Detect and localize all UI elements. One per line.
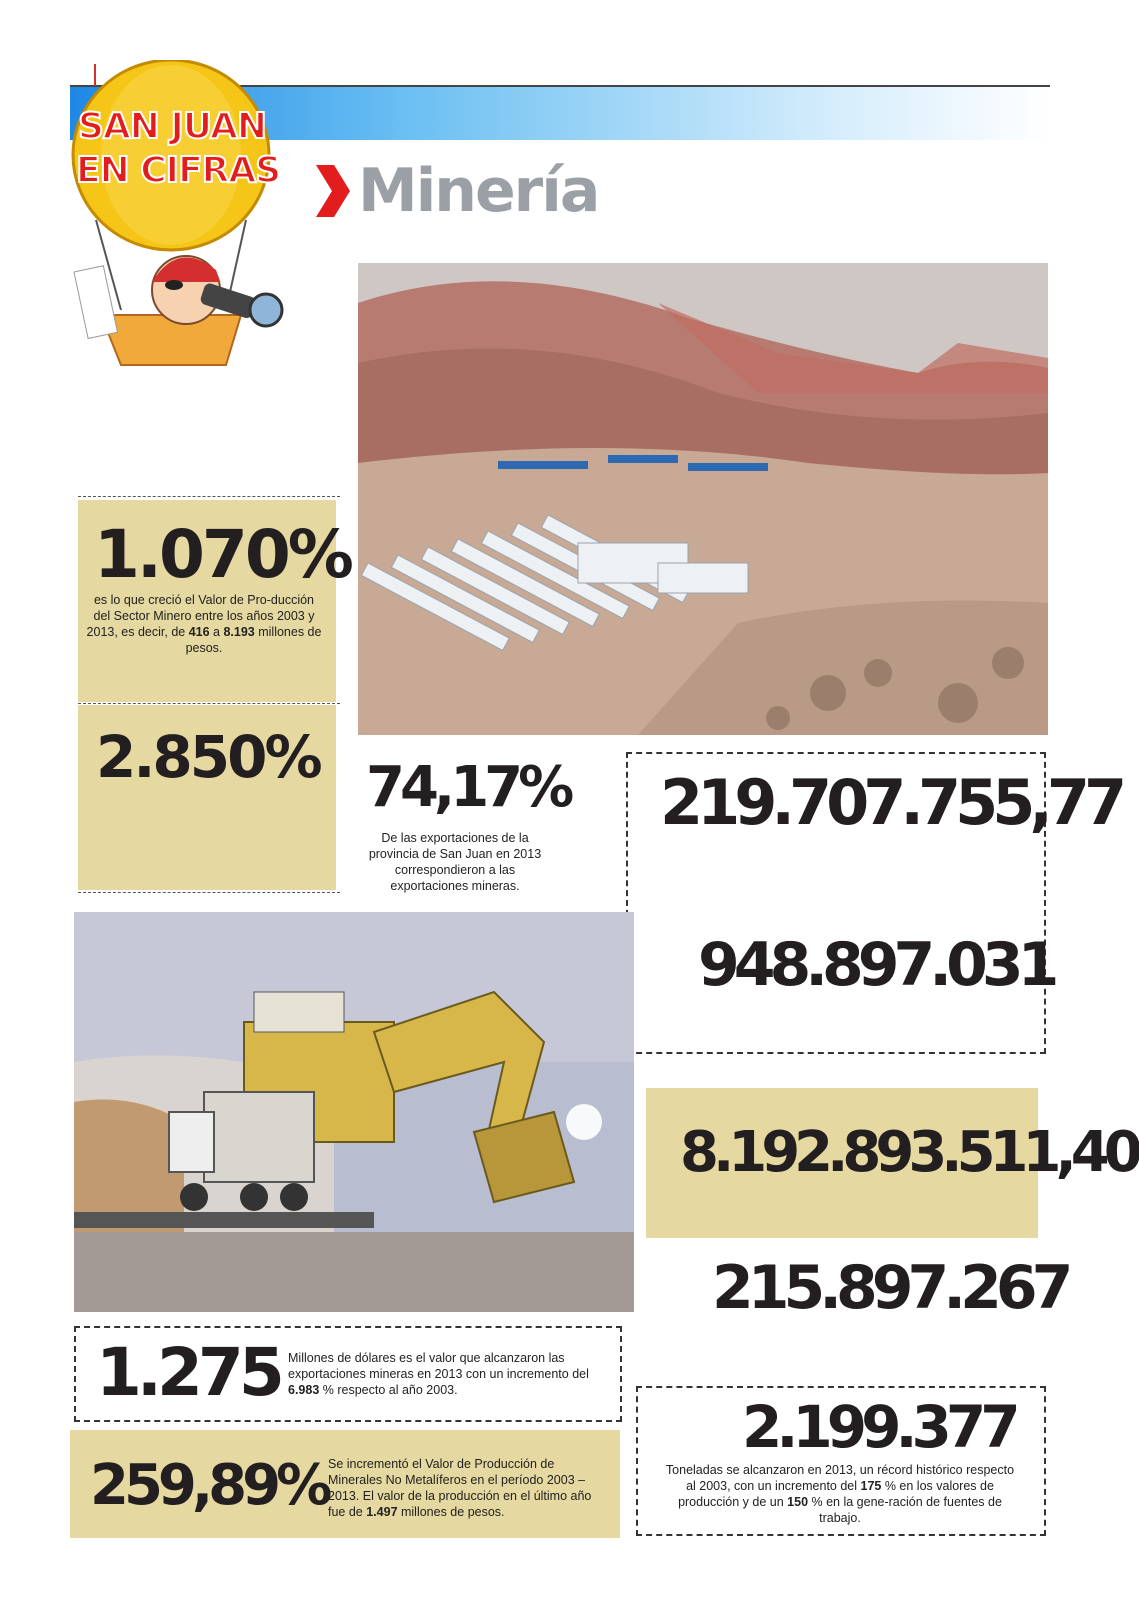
stat-exports-value: 1.275 [96,1334,280,1411]
stat-growth-description: es lo que creció el Valor de Pro-ducción del Sector Minero entre los años 2003 y 2013, es decir, de 416 a 8.193 millones de pesos. [86,593,322,655]
divider [78,703,340,704]
stat-exports-share-value: 74,17% [366,755,570,820]
chevron-right-icon [312,161,352,221]
stat-exports-description: Millones de dólares es el valor que alcanzaron las exportaciones mineras en 2013 con un incremento del 6.983 % respecto al año 2003. [288,1351,589,1397]
stat-exports-share-description: De las exportaciones de la provincia de San Juan en 2013 correspondieron a las exportaciones mineras. [368,831,542,893]
stat-growth-value: 1.070% [94,516,351,593]
figure-b: 948.897.031 [698,930,1054,1000]
stat-nonmetal-description: Se incrementó el Valor de Producción de Minerales No Metalíferos en el período 2003 – 2013. El valor de la producción en el último año fue de 1.497 millones de pesos. [328,1457,592,1519]
figure-a: 219.707.755,77 [660,766,1122,839]
section-title [312,158,598,224]
divider [78,892,340,893]
figure-c: 8.192.893.511,40 [680,1120,1137,1185]
divider [78,496,340,497]
stat-tons-description: Toneladas se alcanzaron en 2013, un récord histórico respecto al 2003, con un incremento del 175 % en los valores de producción y de un 150 % en la gene-ración de fuentes de trabajo. [665,1463,1015,1525]
san-juan-en-cifras-logo [66,60,286,390]
excavator-photo [74,912,634,1312]
logo-line-2: EN CIFRAS [76,150,281,191]
logo-line-1: SAN JUAN [78,106,266,147]
mining-camp-photo [358,263,1048,735]
figure-d: 215.897.267 [712,1253,1068,1323]
stat-second-value: 2.850% [96,723,320,791]
stat-tons-value: 2.199.377 [742,1393,1015,1461]
stat-nonmetal-value: 259,89% [90,1453,328,1518]
page-title: Minería [358,156,599,226]
